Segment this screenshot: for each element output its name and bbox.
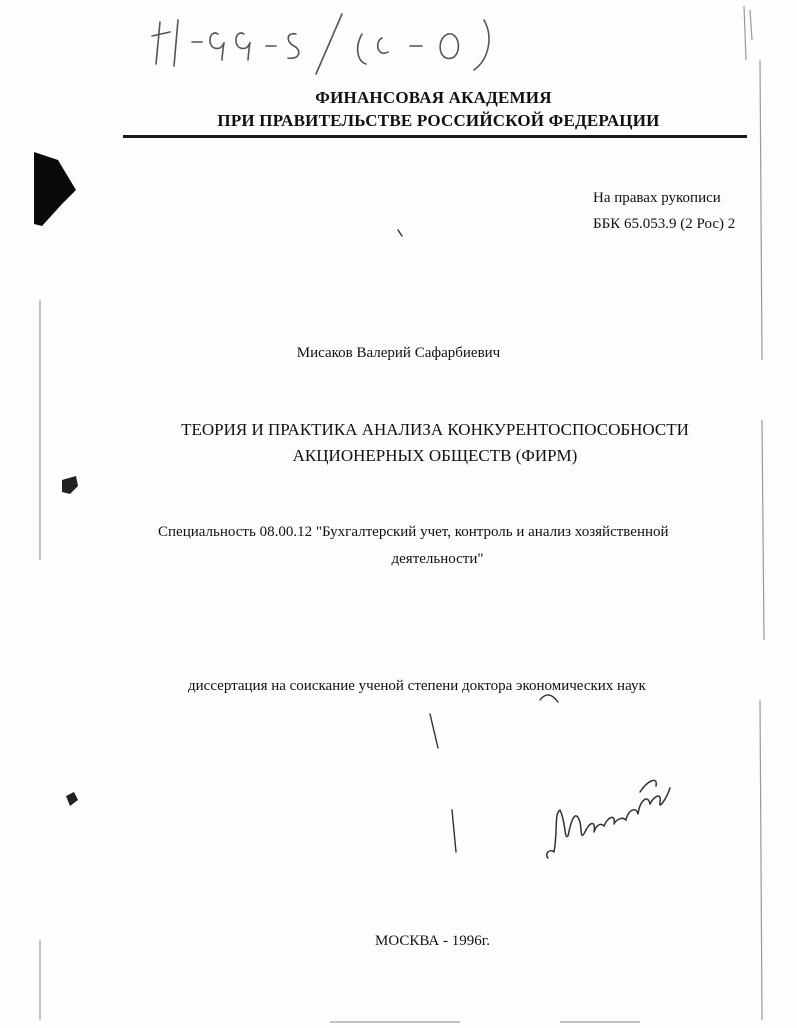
dissertation-title-line2: АКЦИОНЕРНЫХ ОБЩЕСТВ (ФИРМ): [292, 446, 578, 465]
punch-mark: [62, 476, 78, 806]
organization-subtitle: ПРИ ПРАВИТЕЛЬСТВЕ РОССИЙСКОЙ ФЕДЕРАЦИИ: [217, 111, 660, 130]
manuscript-rights-label: На правах рукописи: [593, 190, 721, 206]
specialty-line2: деятельности": [391, 551, 484, 567]
author-name: Мисаков Валерий Сафарбиевич: [296, 345, 501, 361]
classification-code: ББК 65.053.9 (2 Рос) 2: [593, 216, 736, 232]
page-edge-shadow: [40, 6, 764, 1020]
city-and-year: МОСКВА - 1996г.: [375, 933, 490, 949]
organization-name: ФИНАНСОВАЯ АКАДЕМИЯ: [315, 88, 552, 107]
stray-pen-stroke: [398, 230, 558, 852]
binding-hole-mark: [34, 152, 76, 226]
dissertation-title-line1: ТЕОРИЯ И ПРАКТИКА АНАЛИЗА КОНКУРЕНТОСПОСОБНОСТИ: [181, 420, 689, 439]
degree-statement: диссертация на соискание ученой степени доктора экономических наук: [188, 678, 646, 694]
specialty-line1: Специальность 08.00.12 "Бухгалтерский учет, контроль и анализ хозяйственной: [158, 524, 669, 540]
